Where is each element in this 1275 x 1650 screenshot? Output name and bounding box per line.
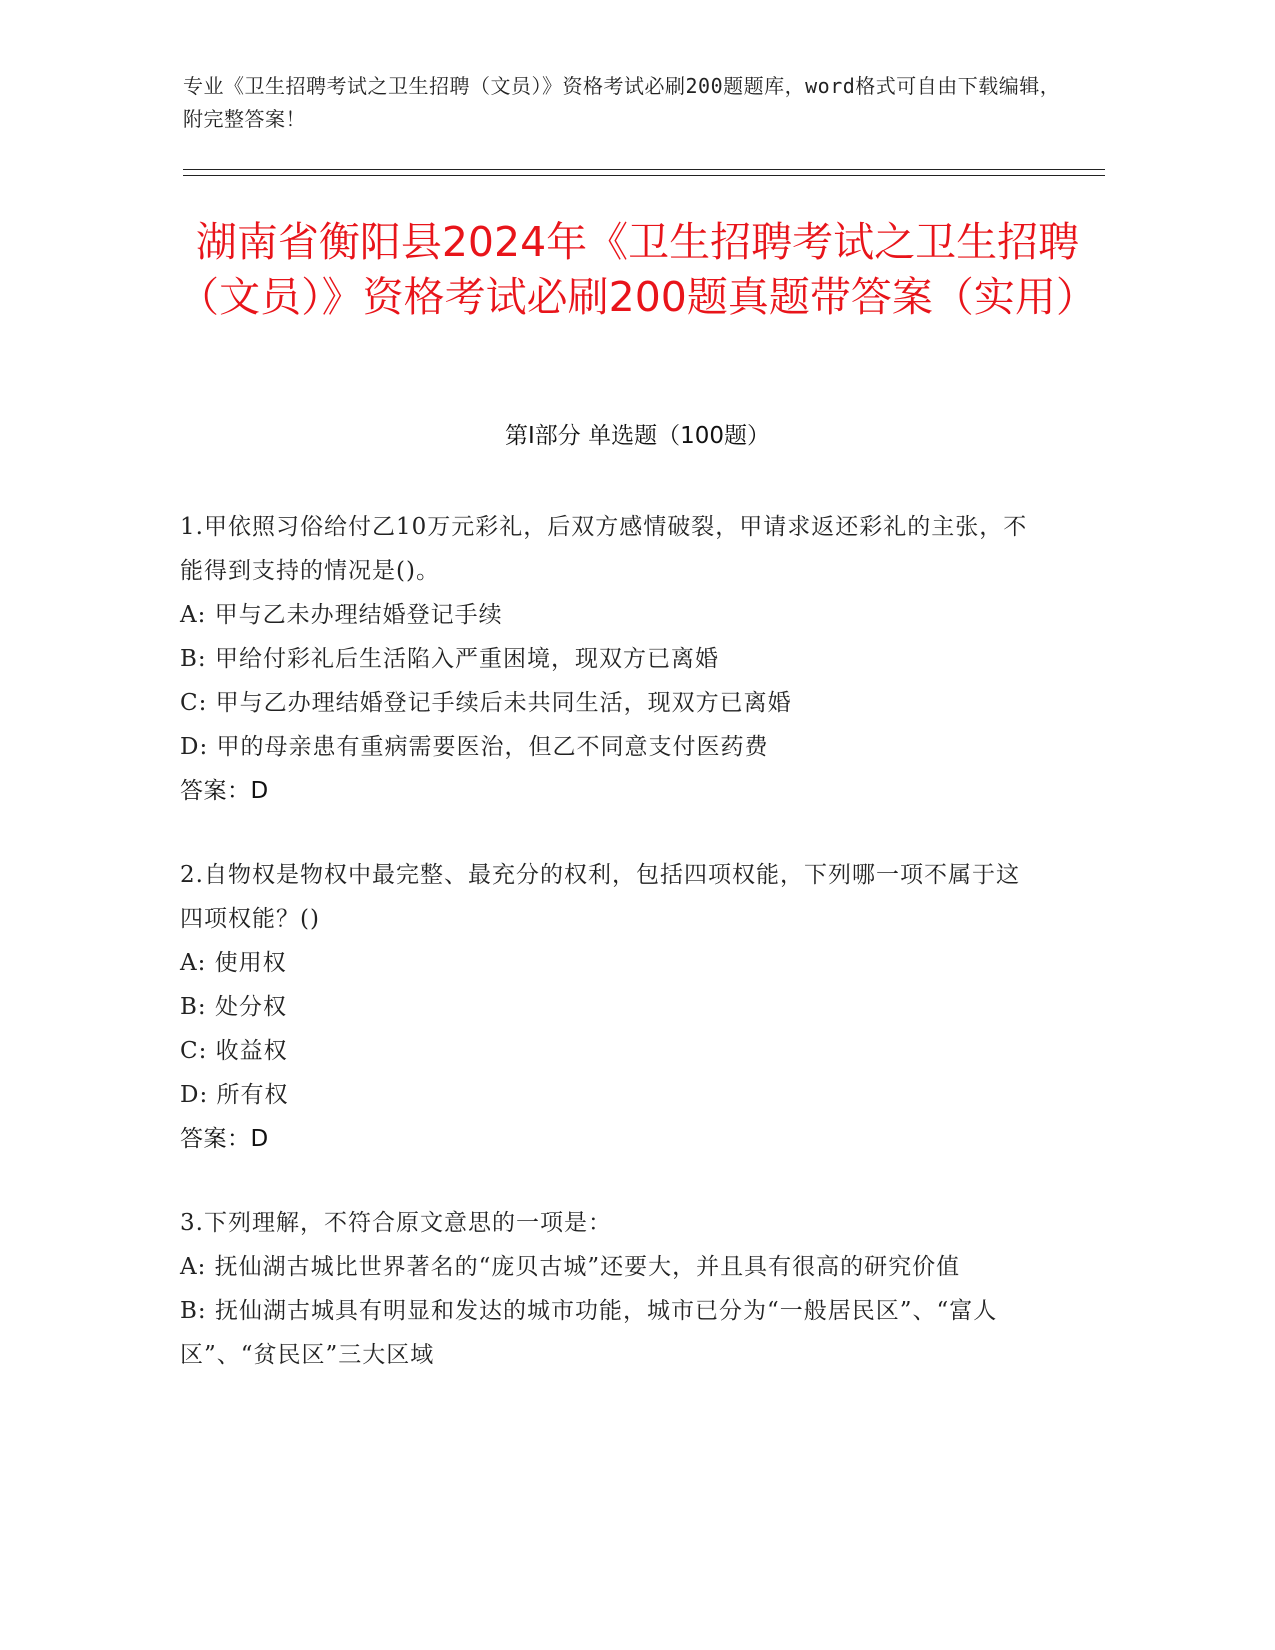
question-option-a: A: 使用权 — [180, 950, 287, 976]
question-option-d: D: 所有权 — [180, 1082, 289, 1108]
question-option-b: B: 甲给付彩礼后生活陷入严重困境，现双方已离婚 — [180, 646, 719, 672]
section-title: 第Ⅰ部分 单选题（100题） — [505, 423, 770, 449]
question-answer: 答案：D — [180, 778, 269, 804]
question-option-a: A: 甲与乙未办理结婚登记手续 — [180, 602, 503, 628]
question-item — [180, 1201, 1030, 1377]
question-option-b: B: 处分权 — [180, 994, 287, 1020]
question-item — [180, 505, 1030, 813]
question-option-c: C: 甲与乙办理结婚登记手续后未共同生活，现双方已离婚 — [180, 690, 792, 716]
question-option-b: B: 抚仙湖古城具有明显和发达的城市功能，城市已分为“一般居民区”、“富人区”、“贫民区”三大区域 — [180, 1298, 998, 1368]
question-stem: 1.甲依照习俗给付乙10万元彩礼，后双方感情破裂，甲请求返还彩礼的主张，不能得到支持的情况是()。 — [180, 514, 1028, 584]
header-note: 专业《卫生招聘考试之卫生招聘（文员）》资格考试必刷200题题库，word格式可自由下载编辑，附完整答案！ — [183, 74, 1061, 131]
question-list — [180, 505, 1030, 1417]
question-stem: 3.下列理解，不符合原文意思的一项是： — [180, 1210, 612, 1236]
question-option-c: C: 收益权 — [180, 1038, 288, 1064]
question-stem: 2.自物权是物权中最完整、最充分的权利，包括四项权能，下列哪一项不属于这四项权能？() — [180, 862, 1020, 932]
question-answer: 答案：D — [180, 1126, 269, 1152]
question-option-d: D: 甲的母亲患有重病需要医治，但乙不同意支付医药费 — [180, 734, 769, 760]
header-divider-top — [183, 169, 1105, 170]
question-option-a: A: 抚仙湖古城比世界著名的“庞贝古城”还要大，并且具有很高的研究价值 — [180, 1254, 961, 1280]
document-title: 湖南省衡阳县2024年《卫生招聘考试之卫生招聘（文员）》资格考试必刷200题真题带答案（实用） — [178, 218, 1097, 321]
question-item — [180, 853, 1030, 1161]
header-divider-bottom — [183, 175, 1105, 176]
